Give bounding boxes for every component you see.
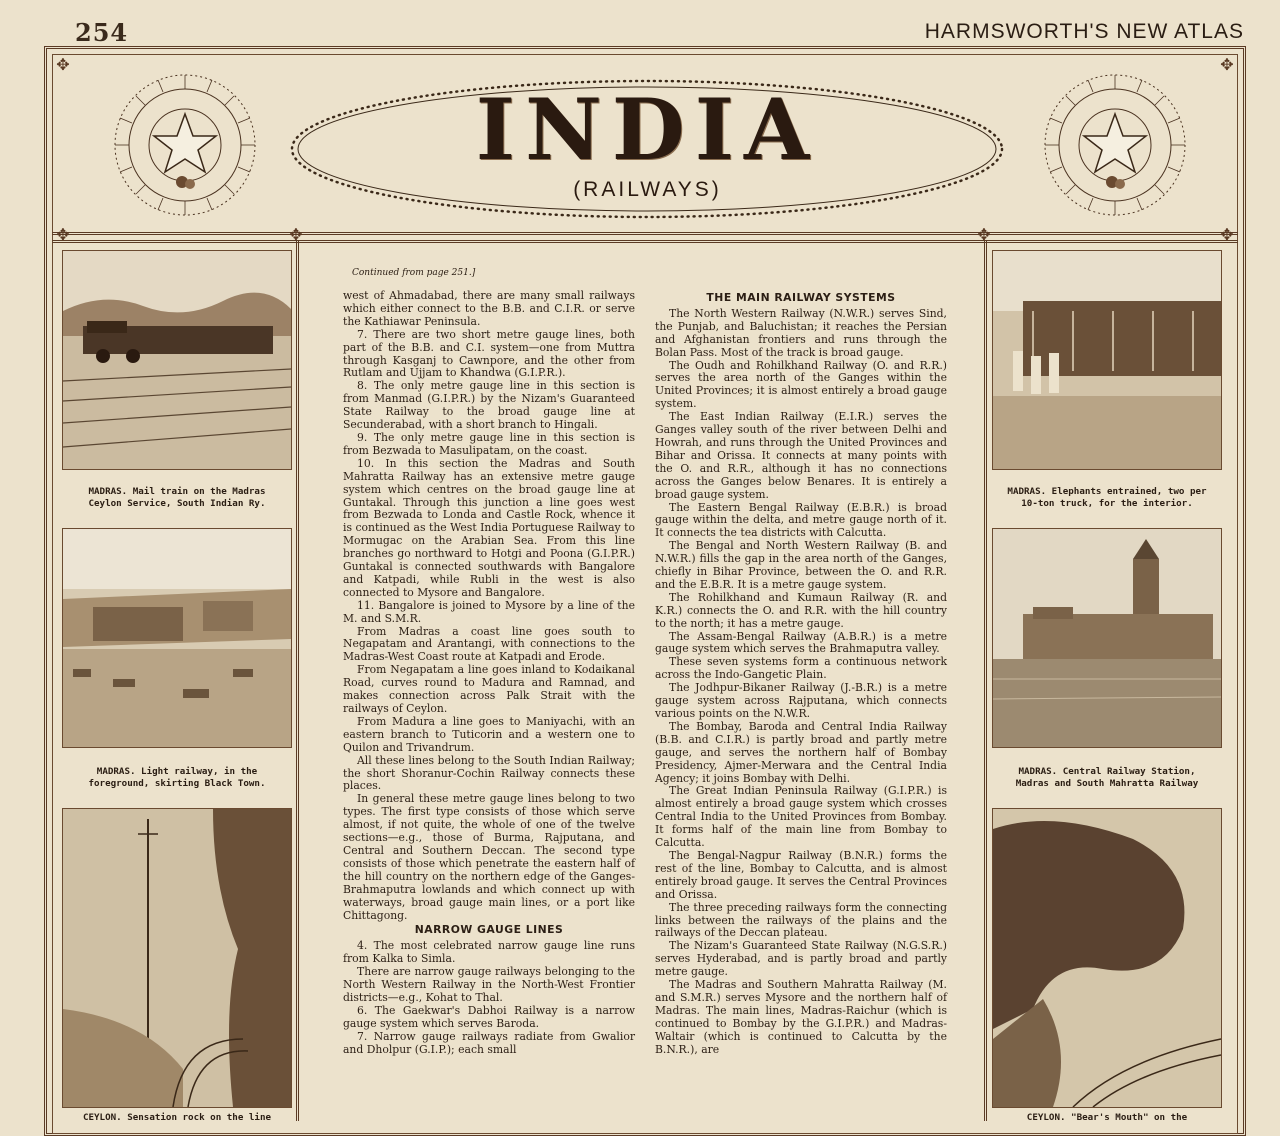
continued-note: Continued from page 251.] <box>352 268 476 278</box>
section-heading-main-systems: THE MAIN RAILWAY SYSTEMS <box>706 291 896 304</box>
paragraph: 10. In this section the Madras and South Mahratta Railway has an extensive metre gauge system which centres on the broad gauge line at Guntakal. Through this junction a line goes west from Bezwada to Londa and Castle Rock, whence it is continued as the West India Portuguese Railway to Mormugac on the Arabian Sea. From this line branches go northward to Hotgi and Poona (G.I.P.R.) Guntakal is connected southwards with Bangalore and Katpadi, while Rubli in the west is also connected to Mysore and Bangalore. <box>343 456 635 599</box>
corner-rosette-icon: ✥ <box>56 225 70 244</box>
corner-rosette-icon: ✥ <box>56 55 70 74</box>
photo-caption: MADRAS. Light railway, in the foreground, skirting Black Town. <box>88 766 266 789</box>
paragraph: The Bengal and North Western Railway (B. and N.W.R.) fills the gap in the area north of the Ganges, chiefly in Bihar Province, between the O. and R.R. and the E.B.R. It is a metre gauge system. <box>655 539 947 591</box>
photo-bears-mouth <box>992 808 1222 1108</box>
corner-rosette-icon: ✥ <box>289 225 303 244</box>
star-emblem-icon <box>1040 70 1190 220</box>
corner-rosette-icon: ✥ <box>1220 225 1234 244</box>
photo-sensation-rock <box>62 808 292 1108</box>
paragraph: The East Indian Railway (E.I.R.) serves the Ganges valley south of the river between Delhi and Howrah, and runs through the United Provinces and Bihar and Orissa. It connects at many points with the O. and R.R., although it has no connections across the Ganges below Benares. It is entirely a broad gauge system. <box>655 410 947 501</box>
paragraph: The Eastern Bengal Railway (E.B.R.) is broad gauge within the delta, and metre gauge north of it. It connects the tea districts with Calcutta. <box>655 500 947 540</box>
paragraph: These seven systems form a continuous network across the Indo-Gangetic Plain. <box>655 655 947 682</box>
paragraph: 7. There are two short metre gauge lines, both part of the B.B. and C.I. system—one from Muttra through Kasganj to Cawnpore, and the other from Rutlam and Ujjam to Khandwa (G.I.P.R.). <box>343 327 635 380</box>
photo-caption: CEYLON. Sensation rock on the line <box>82 1112 272 1123</box>
column-divider-right <box>984 240 987 1121</box>
paragraph: The Jodhpur-Bikaner Railway (J.-B.R.) is a metre gauge system across Rajputana, which connects various points on the N.W.R. <box>655 681 947 720</box>
banner-rule-top <box>52 232 1238 235</box>
paragraph: 9. The only metre gauge line in this section is from Bezwada to Masulipatam, on the coast. <box>343 430 635 457</box>
text-column-2 <box>655 290 947 1056</box>
paragraph: The Madras and Southern Mahratta Railway (M. and S.M.R.) serves Mysore and the northern half of Madras. The main lines, Madras-Raichur (which is continued to Bombay by the G.I.P.R.) and Madras-Waltair (which is continued to Calcutta by the B.N.R.), are <box>655 978 947 1056</box>
paragraph: The North Western Railway (N.W.R.) serves Sind, the Punjab, and Baluchistan; it reaches the Persian and Afghanistan frontiers and runs through the Bolan Pass. Most of the track is broad gauge. <box>655 306 947 359</box>
paragraph: 4. The most celebrated narrow gauge line runs from Kalka to Simla. <box>343 939 635 966</box>
star-emblem-icon <box>110 70 260 220</box>
paragraph: The Bombay, Baroda and Central India Railway (B.B. and C.I.R.) is partly broad and partly metre gauge, and serves the northern half of Bombay Presidency, Ajmer-Merwara and the Central India Agency; it joins Bombay with Delhi. <box>655 719 947 785</box>
section-heading-narrow-gauge: NARROW GAUGE LINES <box>414 923 564 937</box>
running-head: HARMSWORTH'S NEW ATLAS <box>924 20 1244 43</box>
paragraph: The Great Indian Peninsula Railway (G.I.P.R.) is almost entirely a broad gauge system which crosses Central India to the United Provinces from Bombay. It forms half of the main line from Bombay to Calcutta. <box>655 784 947 850</box>
star-emblem-right <box>1040 70 1190 220</box>
paragraph: 6. The Gaekwar's Dabhoi Railway is a narrow gauge system which serves Baroda. <box>343 1003 635 1030</box>
paragraph: There are narrow gauge railways belonging to the North Western Railway in the North-West Frontier districts—e.g., Kohat to Thal. <box>343 965 635 1004</box>
paragraph: 11. Bangalore is joined to Mysore by a line of the M. and S.M.R. <box>343 598 635 625</box>
corner-rosette-icon: ✥ <box>977 225 991 244</box>
corner-rosette-icon: ✥ <box>1220 55 1234 74</box>
photo-elephants-entrained <box>992 250 1222 470</box>
paragraph: The Rohilkhand and Kumaun Railway (R. and K.R.) connects the O. and R.R. with the hill country to the north; it has a metre gauge. <box>655 590 947 630</box>
paragraph: The three preceding railways form the connecting links between the railways of the plains and the railways of the Deccan plateau. <box>655 900 947 940</box>
photo-central-station <box>992 528 1222 748</box>
star-emblem-left <box>110 70 260 220</box>
page-title: INDIA <box>475 80 820 179</box>
photo-mail-train <box>62 250 292 470</box>
page-number: 254 <box>75 18 129 47</box>
photo-caption: MADRAS. Mail train on the Madras Ceylon Service, South Indian Ry. <box>88 486 266 509</box>
paragraph: From Madura a line goes to Maniyachi, with an eastern branch to Tuticorin and a western one to Quilon and Trivandrum. <box>343 714 635 754</box>
paragraph: The Bengal-Nagpur Railway (B.N.R.) forms the rest of the line, Bombay to Calcutta, and is almost entirely broad gauge. It serves the Central Provinces and Orissa. <box>655 848 947 901</box>
photo-caption: MADRAS. Elephants entrained, two per 10-ton truck, for the interior. <box>1007 486 1207 509</box>
photo-light-railway <box>62 528 292 748</box>
paragraph: In general these metre gauge lines belong to two types. The first type consists of those which serve almost, if not quite, the whole of one of the twelve sections—e.g., those of Burma, Rajputana, and Central and Southern Deccan. The second type consists of those which penetrate the eastern half of the hill country on the northern edge of the Ganges-Brahmaputra lowlands and which connect up with waterways, broad gauge main lines, or a port like Chittagong. <box>343 792 635 922</box>
text-column-1 <box>343 290 635 1056</box>
page-subtitle: (RAILWAYS) <box>573 178 722 201</box>
paragraph: The Nizam's Guaranteed State Railway (N.G.S.R.) serves Hyderabad, and is partly broad and partly metre gauge. <box>655 939 947 979</box>
banner-rule-bottom <box>52 240 1238 243</box>
photo-caption: CEYLON. "Bear's Mouth" on the <box>1026 1112 1188 1123</box>
paragraph: From Negapatam a line goes inland to Kodaikanal Road, curves round to Madura and Ramnad, and makes connection across Palk Strait with the railways of Ceylon. <box>343 663 635 715</box>
paragraph: 8. The only metre gauge line in this section is from Manmad (G.I.P.R.) by the Nizam's Guaranteed State Railway to the broad gauge line at Secunderabad, with a short branch to Hingali. <box>343 379 635 432</box>
paragraph: west of Ahmadabad, there are many small railways which either connect to the B.B. and C.I.R. or serve the Kathiawar Peninsula. <box>343 289 635 328</box>
paragraph: All these lines belong to the South Indian Railway; the short Shoranur-Cochin Railway connects these places. <box>343 753 635 793</box>
photo-caption: MADRAS. Central Railway Station, Madras and South Mahratta Railway <box>1015 766 1199 789</box>
paragraph: 7. Narrow gauge railways radiate from Gwalior and Dholpur (G.I.P.); each small <box>343 1029 635 1056</box>
paragraph: The Assam-Bengal Railway (A.B.R.) is a metre gauge system which serves the Brahmaputra valley. <box>655 629 947 656</box>
paragraph: From Madras a coast line goes south to Negapatam and Arantangi, with connections to the Madras-West Coast route at Katpadi and Erode. <box>343 624 635 664</box>
paragraph: The Oudh and Rohilkhand Railway (O. and R.R.) serves the area north of the Ganges within the United Provinces; it is almost entirely a broad gauge system. <box>655 358 947 411</box>
column-divider-left <box>296 240 299 1121</box>
